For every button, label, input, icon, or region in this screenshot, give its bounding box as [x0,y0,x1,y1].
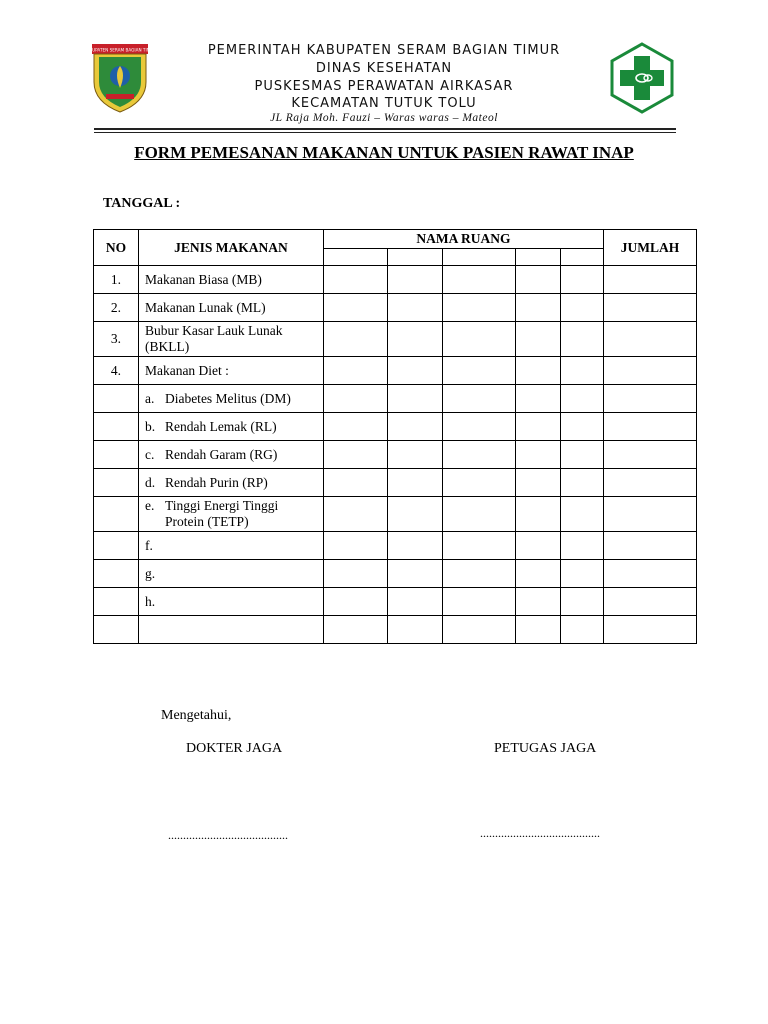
ruang-cell [387,616,442,644]
known-by-label: Mengetahui, [161,708,232,723]
header-jenis-makanan: JENIS MAKANAN [138,230,323,266]
ruang-cell [516,469,561,497]
officer-signature-line: ........................................ [480,826,600,840]
row-prefix: c. [144,446,155,462]
ruang-cell [442,532,516,560]
row-number [94,588,139,616]
ruang-cell [323,413,387,441]
ruang-cell [387,441,442,469]
order-table [93,229,697,644]
ruang-cell [323,616,387,644]
header-nama-ruang: NAMA RUANG [323,230,603,249]
row-prefix: d. [144,474,156,490]
ruang-cell [323,266,387,294]
ruang-cell [387,560,442,588]
row-number [94,497,139,532]
row-item-text: Diabetes Melitus (DM) [164,390,291,406]
ruang-cell [387,266,442,294]
row-prefix: f. [144,537,153,553]
ruang-cell [323,497,387,532]
ruang-cell [442,616,516,644]
ruang-cell [442,441,516,469]
doctor-label: DOKTER JAGA [186,741,283,756]
ruang-cell [323,441,387,469]
ruang-cell [387,385,442,413]
row-food-type [138,616,323,644]
jumlah-cell [604,294,697,322]
table-row [94,560,697,588]
jumlah-cell [604,497,697,532]
date-label: TANGGAL : [103,196,181,211]
ruang-cell [442,249,516,266]
ruang-cell [323,249,387,266]
ruang-cell [387,532,442,560]
ruang-cell [561,616,604,644]
ruang-cell [516,249,561,266]
ruang-cell [561,469,604,497]
ruang-cell [561,532,604,560]
seal-banner-text: KABUPATEN SERAM BAGIAN TIMUR [83,47,157,53]
jumlah-cell [604,385,697,413]
table-row [94,413,697,441]
row-food-type [138,497,323,532]
jumlah-cell [604,357,697,385]
ruang-cell [442,385,516,413]
ruang-cell [442,413,516,441]
jumlah-cell [604,588,697,616]
ruang-cell [516,294,561,322]
row-number: 2. [94,294,139,322]
jumlah-cell [604,532,697,560]
row-food-type [138,469,323,497]
row-food-type [138,588,323,616]
ruang-cell [516,616,561,644]
row-number: 1. [94,266,139,294]
row-item-text: Rendah Garam (RG) [164,446,278,462]
row-item-text: Makanan Lunak (ML) [144,299,266,315]
table-row [94,616,697,644]
ruang-cell [561,560,604,588]
header-rule-thick [94,128,676,130]
table-row [94,532,697,560]
row-prefix: h. [144,593,156,609]
ruang-cell [561,385,604,413]
ruang-cell [387,322,442,357]
ruang-cell [387,413,442,441]
ruang-cell [561,249,604,266]
ruang-cell [516,588,561,616]
row-prefix: g. [144,565,156,581]
row-food-type [138,385,323,413]
row-number [94,469,139,497]
ruang-cell [516,497,561,532]
ruang-cell [387,497,442,532]
ruang-cell [561,357,604,385]
row-prefix: a. [144,390,155,406]
row-food-type [138,266,323,294]
row-food-type [138,413,323,441]
table-row [94,357,697,385]
ruang-cell [442,357,516,385]
row-item-text: Makanan Biasa (MB) [144,271,262,287]
ruang-cell [387,249,442,266]
row-food-type [138,357,323,385]
ruang-cell [442,497,516,532]
row-item-text: Makanan Diet : [144,362,229,378]
table-row [94,294,697,322]
ruang-cell [442,560,516,588]
jumlah-cell [604,441,697,469]
ruang-cell [561,588,604,616]
row-food-type [138,322,323,357]
row-number [94,385,139,413]
row-number: 4. [94,357,139,385]
ruang-cell [387,294,442,322]
table-row [94,588,697,616]
ruang-cell [516,357,561,385]
ruang-cell [516,385,561,413]
ruang-cell [561,441,604,469]
row-item-text: Tinggi Energi Tinggi Protein (TETP) [164,498,279,529]
table-row [94,469,697,497]
ruang-cell [516,413,561,441]
header-no: NO [94,230,139,266]
row-item-text: Rendah Purin (RP) [164,474,268,490]
ruang-cell [561,266,604,294]
ruang-cell [442,266,516,294]
kop-line-3: PUSKESMAS PERAWATAN AIRKASAR [254,79,514,94]
ruang-cell [516,532,561,560]
jumlah-cell [604,616,697,644]
ruang-cell [516,322,561,357]
ruang-cell [442,588,516,616]
ruang-cell [387,357,442,385]
ruang-cell [516,560,561,588]
row-food-type [138,294,323,322]
row-prefix: b. [144,418,156,434]
table-row [94,266,697,294]
kop-address: JL Raja Moh. Fauzi – Waras waras – Mateol [270,112,498,124]
kop-line-1: PEMERINTAH KABUPATEN SERAM BAGIAN TIMUR [207,43,561,58]
row-prefix: e. [144,498,155,513]
ruang-cell [442,322,516,357]
jumlah-cell [604,469,697,497]
row-number [94,532,139,560]
jumlah-cell [604,560,697,588]
row-number: 3. [94,322,139,357]
ruang-cell [561,322,604,357]
ruang-cell [323,385,387,413]
table-row [94,322,697,357]
ruang-cell [561,294,604,322]
kop-line-2: DINAS KESEHATAN [315,61,453,76]
row-number [94,616,139,644]
header-rule-thin [94,132,676,133]
table-row [94,441,697,469]
row-number [94,441,139,469]
ruang-cell [516,441,561,469]
ruang-cell [323,560,387,588]
ruang-cell [387,588,442,616]
ruang-cell [323,322,387,357]
jumlah-cell [604,322,697,357]
kop-line-4: KECAMATAN TUTUK TOLU [291,96,477,111]
ruang-cell [387,469,442,497]
table-row [94,385,697,413]
ruang-cell [561,413,604,441]
row-food-type [138,441,323,469]
jumlah-cell [604,266,697,294]
ruang-cell [323,588,387,616]
row-number [94,413,139,441]
row-item-text: Rendah Lemak (RL) [164,418,277,434]
ruang-cell [442,469,516,497]
header-jumlah: JUMLAH [604,230,697,266]
ruang-cell [323,357,387,385]
table-row [94,497,697,532]
ruang-cell [516,266,561,294]
ruang-cell [561,497,604,532]
ruang-cell [442,294,516,322]
doctor-signature-line: ........................................ [168,828,288,842]
row-food-type [138,560,323,588]
row-number [94,560,139,588]
row-item-text: Bubur Kasar Lauk Lunak (BKLL) [144,323,283,354]
row-food-type [138,532,323,560]
ruang-cell [323,294,387,322]
officer-label: PETUGAS JAGA [494,741,597,756]
form-title: FORM PEMESANAN MAKANAN UNTUK PASIEN RAWAT INAP [134,143,634,162]
ruang-cell [323,469,387,497]
ruang-cell [323,532,387,560]
jumlah-cell [604,413,697,441]
